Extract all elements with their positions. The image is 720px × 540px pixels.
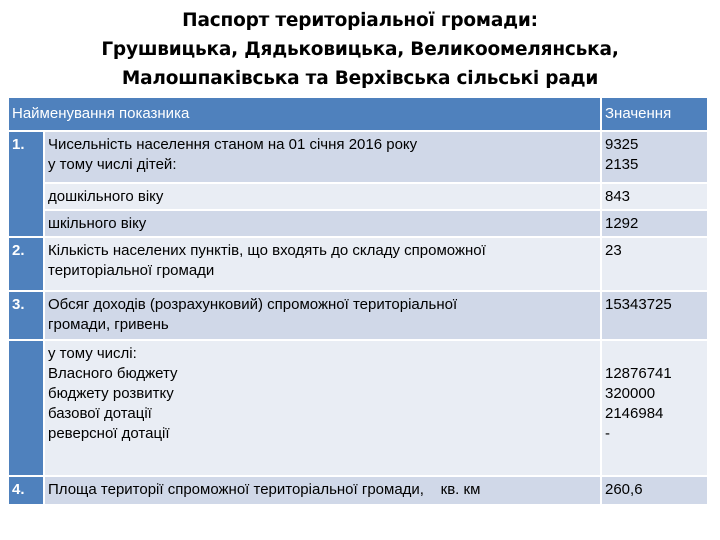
row-value xyxy=(601,340,708,476)
row-label xyxy=(44,291,601,340)
row-label xyxy=(44,131,601,183)
label-line: Кількість населених пунктів, що входять до складу спроможної xyxy=(48,242,486,259)
value-line: 9325 xyxy=(605,136,639,153)
row-label xyxy=(44,340,601,476)
value-line: 2146984 xyxy=(605,405,664,422)
row-value: 23 xyxy=(601,237,708,291)
row-number: 3. xyxy=(8,291,44,340)
row-label xyxy=(44,237,601,291)
title-line-2: Грушвицька, Дядьковицька, Великоомелянська, xyxy=(101,39,619,60)
table-row xyxy=(8,476,708,505)
table-row xyxy=(8,210,708,237)
row-number-empty xyxy=(8,340,44,476)
row-number: 1. xyxy=(8,131,44,237)
label-line: бюджету розвитку xyxy=(48,385,174,402)
row-label: Площа території спроможної територіальної громади, кв. км xyxy=(44,476,601,505)
row-number: 2. xyxy=(8,237,44,291)
title-line-3: Малошпаківська та Верхівська сільські ради xyxy=(121,68,599,89)
table-header-row xyxy=(8,97,708,131)
header-value: Значення xyxy=(601,97,708,131)
table-row xyxy=(8,131,708,183)
title-line-1: Паспорт територіальної громади: xyxy=(182,10,538,31)
table-row xyxy=(8,291,708,340)
label-line: Чисельність населення станом на 01 січня 2016 року xyxy=(48,136,418,153)
row-label: дошкільного віку xyxy=(44,183,601,210)
table-row xyxy=(8,237,708,291)
label-line: Обсяг доходів (розрахунковий) спроможної територіальної xyxy=(48,296,458,313)
row-value xyxy=(601,131,708,183)
value-line: 12876741 xyxy=(605,365,672,382)
label-line: територіальної громади xyxy=(48,262,215,279)
value-line: - xyxy=(605,425,610,442)
value-line: 2135 xyxy=(605,156,639,173)
row-label: шкільного віку xyxy=(44,210,601,237)
row-value: 1292 xyxy=(601,210,708,237)
label-line: у тому числі дітей: xyxy=(48,156,177,173)
label-line: базової дотації xyxy=(48,405,152,422)
passport-table xyxy=(7,96,709,506)
label-line: Власного бюджету xyxy=(48,365,178,382)
row-number: 4. xyxy=(8,476,44,505)
row-value: 15343725 xyxy=(601,291,708,340)
page-title xyxy=(0,6,720,93)
value-line xyxy=(605,344,704,364)
header-indicator: Найменування показника xyxy=(8,97,601,131)
label-line: реверсної дотації xyxy=(48,425,170,442)
label-line: громади, гривень xyxy=(48,316,169,333)
label-line: у тому числі: xyxy=(48,345,137,362)
table-row xyxy=(8,340,708,476)
row-value: 260,6 xyxy=(601,476,708,505)
table-row xyxy=(8,183,708,210)
value-line: 320000 xyxy=(605,385,656,402)
row-value: 843 xyxy=(601,183,708,210)
